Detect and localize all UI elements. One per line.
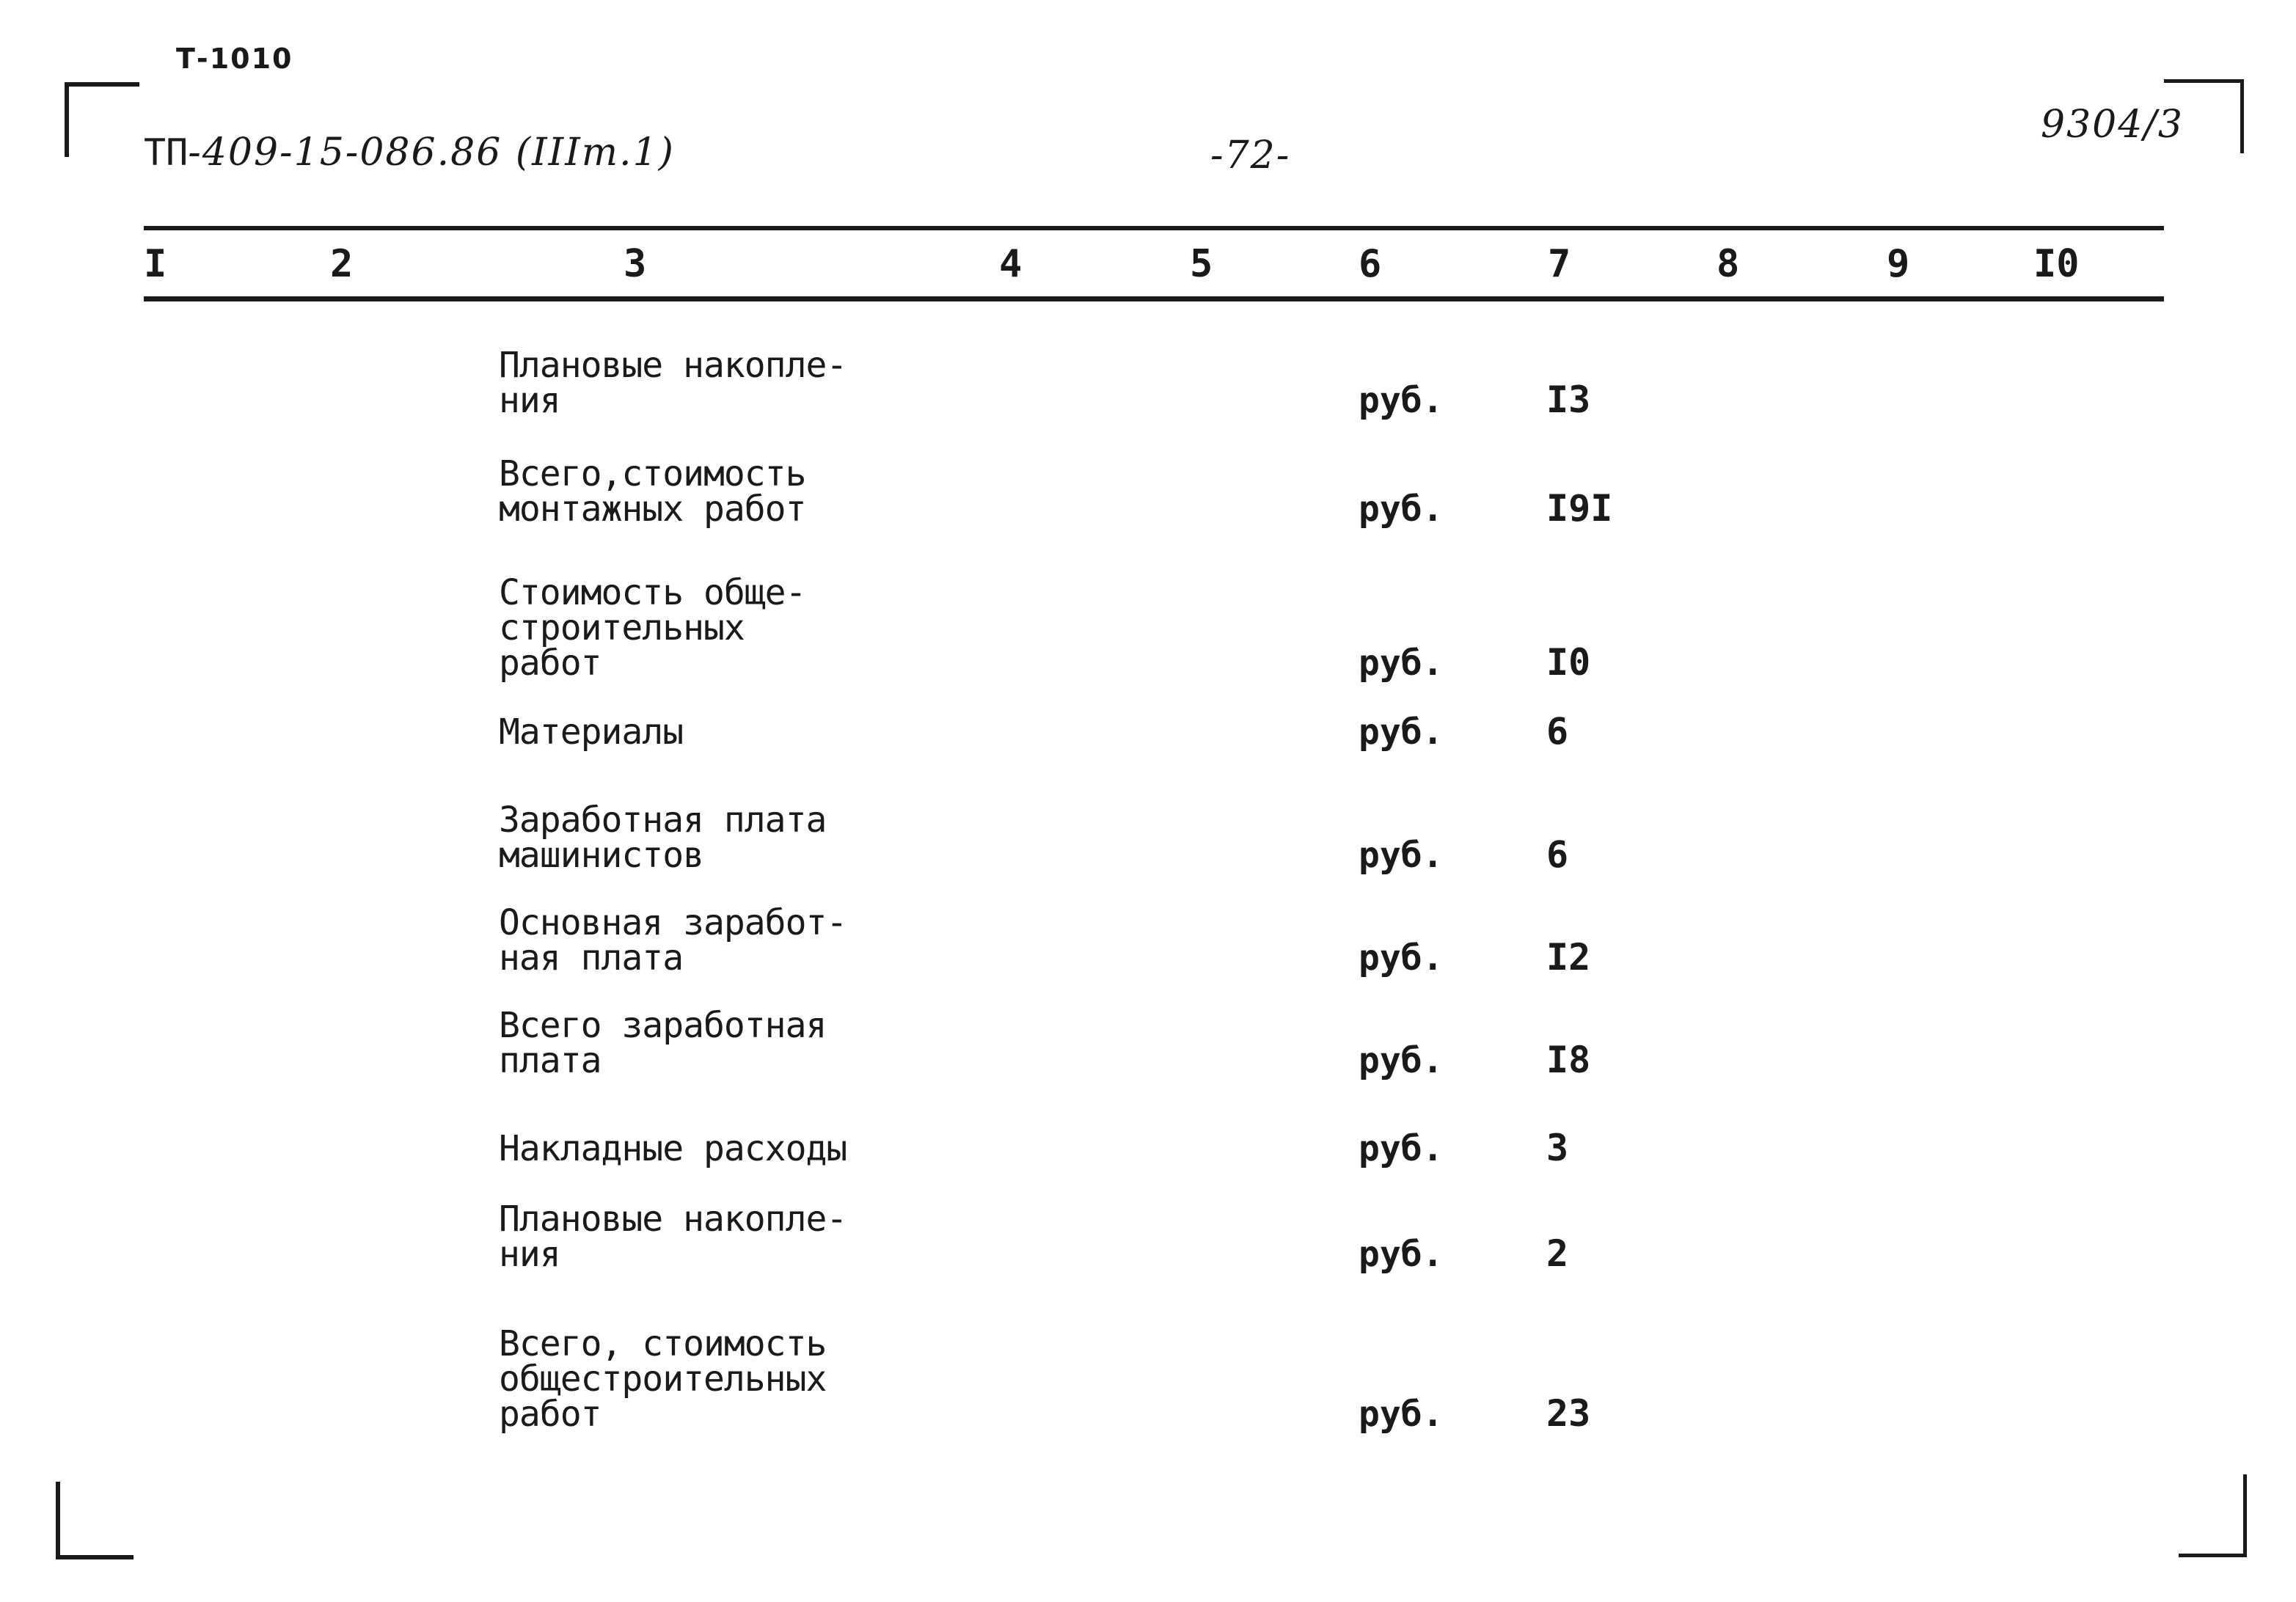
- column-header-6: 6: [1359, 242, 1382, 286]
- column-header-9: 9: [1887, 242, 1910, 286]
- column-header-4: 4: [999, 242, 1023, 286]
- sheet-reference: 9304/3: [2041, 103, 2184, 147]
- row-unit: руб.: [1359, 937, 1444, 979]
- row-description: Плановые накопле- ния: [499, 345, 847, 421]
- row-unit: руб.: [1359, 643, 1444, 684]
- row-description: Всего,стоимость монтажных работ: [499, 453, 806, 530]
- row-value: I2: [1546, 936, 1591, 979]
- row-description: Всего заработная плата: [499, 1005, 827, 1081]
- row-unit: руб.: [1359, 489, 1444, 530]
- row-value: I3: [1546, 378, 1591, 421]
- document-code: Т-1010: [176, 43, 293, 75]
- row-description: Плановые накопле- ния: [499, 1199, 847, 1275]
- row-unit: руб.: [1359, 380, 1444, 421]
- row-unit: руб.: [1359, 1128, 1444, 1169]
- row-unit: руб.: [1359, 1394, 1444, 1435]
- table-header-bottom-rule: [144, 296, 2164, 301]
- row-description: Заработная плата машинистов: [499, 800, 827, 876]
- row-value: 6: [1546, 833, 1569, 876]
- column-header-2: 2: [330, 242, 354, 286]
- column-header-10: I0: [2033, 242, 2080, 286]
- row-unit: руб.: [1359, 835, 1444, 876]
- page-number: -72-: [1210, 134, 1291, 178]
- document-reference: [144, 131, 675, 175]
- row-description: Всего, стоимость общестроительных работ: [499, 1323, 827, 1435]
- document-type-prefix: ТП: [144, 131, 189, 174]
- column-header-1: I: [144, 242, 167, 286]
- row-value: 3: [1546, 1127, 1569, 1169]
- row-description: Стоимость обще- строительных работ: [499, 572, 806, 684]
- row-description: Основная заработ- ная плата: [499, 902, 847, 979]
- row-unit: руб.: [1359, 712, 1444, 753]
- row-value: I9I: [1546, 487, 1613, 530]
- column-header-5: 5: [1190, 242, 1213, 286]
- row-value: 2: [1546, 1232, 1569, 1275]
- row-value: I0: [1546, 641, 1591, 684]
- document-number: -409-15-086.86 (IIIт.1): [188, 131, 675, 175]
- row-unit: руб.: [1359, 1040, 1444, 1081]
- column-header-7: 7: [1548, 242, 1571, 286]
- row-value: I8: [1546, 1039, 1591, 1081]
- corner-mark-top-left: [65, 82, 139, 157]
- row-description: Накладные расходы: [499, 1128, 847, 1169]
- column-header-3: 3: [624, 242, 647, 286]
- column-header-8: 8: [1716, 242, 1740, 286]
- row-unit: руб.: [1359, 1234, 1444, 1275]
- corner-mark-bottom-left: [56, 1482, 134, 1559]
- corner-mark-bottom-right: [2179, 1474, 2247, 1557]
- row-description: Материалы: [499, 712, 684, 753]
- table-header-top-rule: [144, 226, 2164, 230]
- row-value: 23: [1546, 1392, 1591, 1435]
- row-value: 6: [1546, 710, 1569, 753]
